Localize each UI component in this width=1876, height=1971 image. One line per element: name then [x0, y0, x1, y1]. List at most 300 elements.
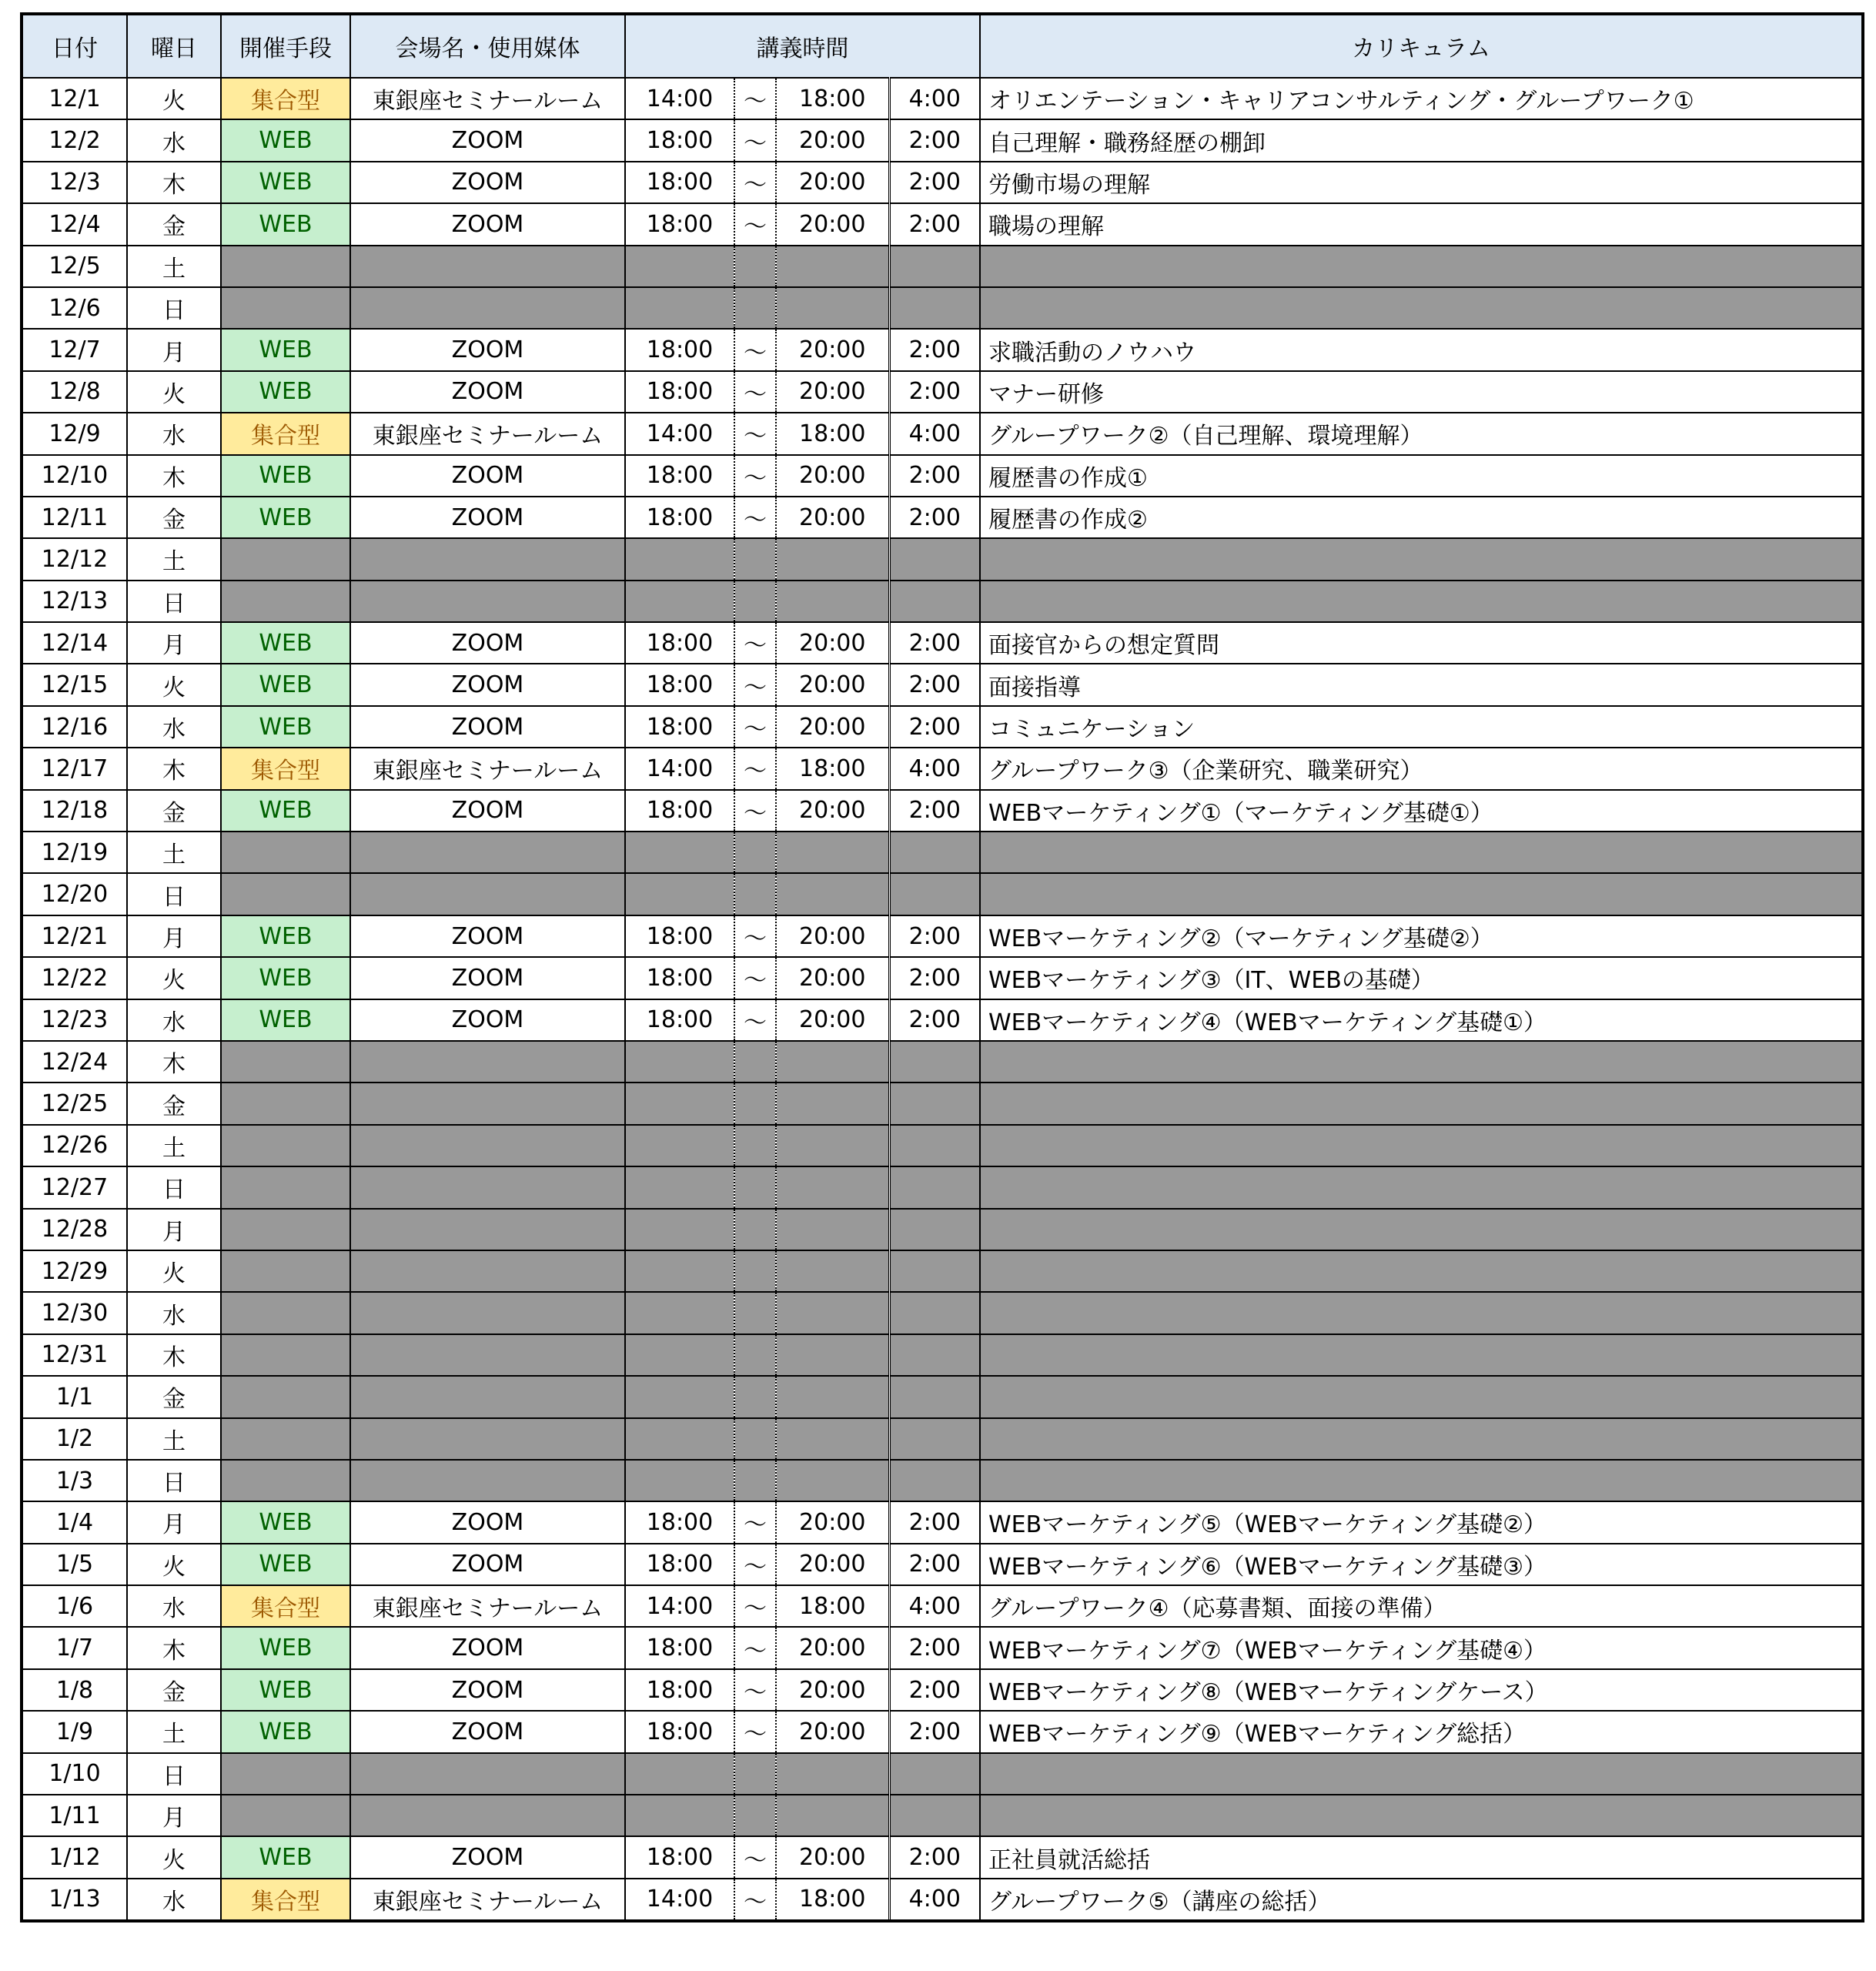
cell-time-separator — [734, 246, 776, 287]
cell-weekday: 木 — [127, 455, 221, 497]
cell-start-time: 18:00 — [625, 1669, 734, 1711]
cell-date: 1/3 — [22, 1460, 127, 1501]
cell-end-time: 20:00 — [776, 915, 889, 957]
cell-time-separator — [734, 1753, 776, 1795]
cell-venue — [350, 538, 625, 580]
cell-venue — [350, 1376, 625, 1417]
cell-duration: 2:00 — [889, 371, 980, 413]
cell-method — [221, 1166, 350, 1208]
cell-method: WEB — [221, 706, 350, 748]
cell-weekday: 月 — [127, 915, 221, 957]
cell-weekday: 木 — [127, 162, 221, 203]
cell-method — [221, 1376, 350, 1417]
cell-start-time: 18:00 — [625, 1627, 734, 1668]
cell-time-separator: ～ — [734, 162, 776, 203]
cell-method: WEB — [221, 162, 350, 203]
cell-venue: ZOOM — [350, 1627, 625, 1668]
cell-method: WEB — [221, 455, 350, 497]
cell-weekday: 水 — [127, 413, 221, 454]
cell-start-time — [625, 1795, 734, 1836]
cell-time-separator: ～ — [734, 119, 776, 161]
cell-curriculum: WEBマーケティング②（マーケティング基礎②） — [980, 915, 1863, 957]
cell-curriculum: 面接官からの想定質問 — [980, 622, 1863, 664]
cell-method: WEB — [221, 957, 350, 999]
cell-end-time — [776, 538, 889, 580]
header-weekday: 曜日 — [127, 14, 221, 78]
table-row — [22, 790, 1863, 832]
cell-start-time: 18:00 — [625, 1544, 734, 1585]
cell-weekday: 水 — [127, 1585, 221, 1627]
cell-time-separator — [734, 1292, 776, 1334]
cell-start-time: 18:00 — [625, 203, 734, 245]
cell-duration: 2:00 — [889, 119, 980, 161]
cell-date: 12/8 — [22, 371, 127, 413]
cell-date: 1/5 — [22, 1544, 127, 1585]
cell-time-separator: ～ — [734, 790, 776, 832]
cell-weekday: 日 — [127, 1753, 221, 1795]
cell-date: 1/10 — [22, 1753, 127, 1795]
cell-end-time — [776, 873, 889, 915]
cell-curriculum: WEBマーケティング⑧（WEBマーケティングケース） — [980, 1669, 1863, 1711]
cell-method: WEB — [221, 999, 350, 1041]
cell-end-time: 20:00 — [776, 664, 889, 705]
cell-date: 1/4 — [22, 1501, 127, 1543]
cell-venue — [350, 873, 625, 915]
cell-weekday: 金 — [127, 1376, 221, 1417]
cell-curriculum — [980, 1083, 1863, 1124]
cell-end-time: 20:00 — [776, 162, 889, 203]
cell-duration — [889, 1334, 980, 1376]
cell-time-separator: ～ — [734, 664, 776, 705]
cell-date: 12/9 — [22, 413, 127, 454]
cell-venue: 東銀座セミナールーム — [350, 1879, 625, 1921]
cell-start-time — [625, 1376, 734, 1417]
cell-date: 12/6 — [22, 287, 127, 329]
cell-weekday: 火 — [127, 1250, 221, 1292]
cell-duration: 4:00 — [889, 1879, 980, 1921]
table-row — [22, 497, 1863, 538]
cell-weekday: 土 — [127, 832, 221, 873]
cell-venue — [350, 246, 625, 287]
cell-venue — [350, 1209, 625, 1250]
cell-method: WEB — [221, 497, 350, 538]
cell-method — [221, 1460, 350, 1501]
cell-curriculum: マナー研修 — [980, 371, 1863, 413]
cell-time-separator — [734, 1418, 776, 1460]
cell-method — [221, 1334, 350, 1376]
cell-method: WEB — [221, 622, 350, 664]
cell-start-time: 18:00 — [625, 664, 734, 705]
table-row — [22, 748, 1863, 789]
cell-venue: ZOOM — [350, 455, 625, 497]
cell-end-time: 20:00 — [776, 497, 889, 538]
cell-weekday: 火 — [127, 957, 221, 999]
table-row — [22, 622, 1863, 664]
cell-weekday: 月 — [127, 1795, 221, 1836]
cell-end-time — [776, 1209, 889, 1250]
cell-weekday: 日 — [127, 287, 221, 329]
cell-weekday: 土 — [127, 1418, 221, 1460]
table-row — [22, 371, 1863, 413]
table-row — [22, 538, 1863, 580]
cell-curriculum — [980, 1125, 1863, 1166]
cell-start-time: 18:00 — [625, 162, 734, 203]
cell-date: 12/14 — [22, 622, 127, 664]
cell-curriculum: 職場の理解 — [980, 203, 1863, 245]
cell-time-separator — [734, 1166, 776, 1208]
cell-duration — [889, 287, 980, 329]
cell-date: 12/27 — [22, 1166, 127, 1208]
cell-date: 12/19 — [22, 832, 127, 873]
cell-duration: 2:00 — [889, 999, 980, 1041]
cell-weekday: 日 — [127, 581, 221, 622]
table-row — [22, 1753, 1863, 1795]
cell-date: 12/15 — [22, 664, 127, 705]
cell-date: 12/3 — [22, 162, 127, 203]
cell-time-separator: ～ — [734, 1544, 776, 1585]
table-row — [22, 1795, 1863, 1836]
header-date: 日付 — [22, 14, 127, 78]
cell-weekday: 日 — [127, 1460, 221, 1501]
cell-curriculum: グループワーク③（企業研究、職業研究） — [980, 748, 1863, 789]
cell-start-time: 18:00 — [625, 915, 734, 957]
cell-weekday: 月 — [127, 329, 221, 370]
cell-start-time — [625, 1250, 734, 1292]
cell-start-time: 18:00 — [625, 119, 734, 161]
cell-date: 12/24 — [22, 1041, 127, 1083]
cell-time-separator: ～ — [734, 999, 776, 1041]
table-row — [22, 1879, 1863, 1921]
cell-curriculum: 自己理解・職務経歴の棚卸 — [980, 119, 1863, 161]
cell-method: WEB — [221, 1627, 350, 1668]
cell-venue — [350, 1795, 625, 1836]
cell-curriculum — [980, 538, 1863, 580]
cell-curriculum — [980, 1795, 1863, 1836]
cell-method: 集合型 — [221, 1585, 350, 1627]
cell-start-time — [625, 1460, 734, 1501]
cell-venue: ZOOM — [350, 1544, 625, 1585]
cell-method: WEB — [221, 329, 350, 370]
cell-start-time: 18:00 — [625, 1711, 734, 1752]
cell-end-time: 20:00 — [776, 1669, 889, 1711]
cell-weekday: 木 — [127, 748, 221, 789]
cell-method: WEB — [221, 1836, 350, 1878]
cell-venue: ZOOM — [350, 497, 625, 538]
cell-duration: 2:00 — [889, 455, 980, 497]
cell-curriculum — [980, 1166, 1863, 1208]
header-row — [22, 14, 1863, 78]
cell-date: 12/28 — [22, 1209, 127, 1250]
cell-curriculum: グループワーク②（自己理解、環境理解） — [980, 413, 1863, 454]
cell-start-time: 18:00 — [625, 497, 734, 538]
cell-venue: ZOOM — [350, 119, 625, 161]
cell-venue: ZOOM — [350, 1711, 625, 1752]
table-row — [22, 246, 1863, 287]
cell-venue — [350, 1083, 625, 1124]
table-row — [22, 1669, 1863, 1711]
cell-venue: ZOOM — [350, 664, 625, 705]
cell-start-time — [625, 246, 734, 287]
cell-date: 12/18 — [22, 790, 127, 832]
table-row — [22, 287, 1863, 329]
cell-curriculum — [980, 1209, 1863, 1250]
cell-method: WEB — [221, 664, 350, 705]
cell-method: 集合型 — [221, 413, 350, 454]
cell-start-time — [625, 538, 734, 580]
cell-duration — [889, 1166, 980, 1208]
cell-end-time: 18:00 — [776, 78, 889, 119]
cell-venue: ZOOM — [350, 329, 625, 370]
cell-duration — [889, 832, 980, 873]
cell-weekday: 木 — [127, 1041, 221, 1083]
table-row — [22, 1585, 1863, 1627]
table-row — [22, 455, 1863, 497]
cell-duration: 2:00 — [889, 790, 980, 832]
cell-curriculum: 履歴書の作成① — [980, 455, 1863, 497]
cell-weekday: 火 — [127, 371, 221, 413]
cell-weekday: 月 — [127, 622, 221, 664]
cell-method — [221, 1292, 350, 1334]
cell-curriculum — [980, 1418, 1863, 1460]
cell-curriculum: 面接指導 — [980, 664, 1863, 705]
cell-curriculum: 履歴書の作成② — [980, 497, 1863, 538]
cell-end-time — [776, 1334, 889, 1376]
cell-time-separator — [734, 832, 776, 873]
table-row — [22, 1209, 1863, 1250]
cell-method — [221, 1795, 350, 1836]
cell-curriculum: WEBマーケティング③（IT、WEBの基礎） — [980, 957, 1863, 999]
cell-date: 12/12 — [22, 538, 127, 580]
cell-end-time — [776, 1041, 889, 1083]
cell-curriculum: オリエンテーション・キャリアコンサルティング・グループワーク① — [980, 78, 1863, 119]
cell-duration — [889, 1292, 980, 1334]
cell-weekday: 金 — [127, 790, 221, 832]
cell-venue — [350, 1418, 625, 1460]
cell-time-separator: ～ — [734, 1879, 776, 1921]
cell-date: 12/31 — [22, 1334, 127, 1376]
cell-venue: ZOOM — [350, 622, 625, 664]
cell-date: 1/11 — [22, 1795, 127, 1836]
cell-end-time: 20:00 — [776, 1544, 889, 1585]
cell-duration — [889, 1125, 980, 1166]
cell-weekday: 水 — [127, 999, 221, 1041]
cell-venue: ZOOM — [350, 790, 625, 832]
cell-curriculum — [980, 832, 1863, 873]
cell-time-separator — [734, 1250, 776, 1292]
cell-curriculum: 労働市場の理解 — [980, 162, 1863, 203]
table-row — [22, 832, 1863, 873]
cell-end-time — [776, 1083, 889, 1124]
cell-date: 12/26 — [22, 1125, 127, 1166]
cell-venue: ZOOM — [350, 1501, 625, 1543]
cell-start-time — [625, 1166, 734, 1208]
cell-start-time: 18:00 — [625, 706, 734, 748]
cell-method — [221, 832, 350, 873]
cell-end-time — [776, 246, 889, 287]
cell-duration: 2:00 — [889, 957, 980, 999]
cell-start-time: 18:00 — [625, 371, 734, 413]
cell-time-separator: ～ — [734, 78, 776, 119]
cell-time-separator: ～ — [734, 329, 776, 370]
cell-duration: 2:00 — [889, 203, 980, 245]
cell-weekday: 水 — [127, 1292, 221, 1334]
table-row — [22, 873, 1863, 915]
cell-time-separator: ～ — [734, 1711, 776, 1752]
cell-weekday: 木 — [127, 1627, 221, 1668]
cell-date: 1/12 — [22, 1836, 127, 1878]
cell-weekday: 金 — [127, 203, 221, 245]
table-row — [22, 706, 1863, 748]
cell-end-time: 20:00 — [776, 1836, 889, 1878]
cell-end-time: 20:00 — [776, 455, 889, 497]
cell-weekday: 金 — [127, 1669, 221, 1711]
cell-start-time — [625, 1753, 734, 1795]
cell-curriculum: WEBマーケティング①（マーケティング基礎①） — [980, 790, 1863, 832]
table-row — [22, 1083, 1863, 1124]
cell-duration: 4:00 — [889, 78, 980, 119]
cell-duration: 4:00 — [889, 1585, 980, 1627]
cell-duration: 2:00 — [889, 706, 980, 748]
cell-duration: 2:00 — [889, 1544, 980, 1585]
cell-end-time — [776, 1460, 889, 1501]
table-row — [22, 162, 1863, 203]
cell-date: 12/11 — [22, 497, 127, 538]
cell-curriculum — [980, 581, 1863, 622]
cell-venue: 東銀座セミナールーム — [350, 78, 625, 119]
cell-duration — [889, 538, 980, 580]
cell-time-separator: ～ — [734, 1627, 776, 1668]
cell-time-separator: ～ — [734, 748, 776, 789]
cell-method: 集合型 — [221, 78, 350, 119]
table-row — [22, 1627, 1863, 1668]
cell-time-separator — [734, 1460, 776, 1501]
cell-end-time — [776, 1250, 889, 1292]
cell-time-separator — [734, 581, 776, 622]
cell-start-time — [625, 1125, 734, 1166]
cell-method: WEB — [221, 1544, 350, 1585]
table-row — [22, 1125, 1863, 1166]
cell-weekday: 水 — [127, 1879, 221, 1921]
cell-time-separator: ～ — [734, 371, 776, 413]
cell-duration — [889, 246, 980, 287]
cell-duration: 4:00 — [889, 413, 980, 454]
cell-method: WEB — [221, 371, 350, 413]
cell-date: 1/9 — [22, 1711, 127, 1752]
cell-duration — [889, 1083, 980, 1124]
table-row — [22, 1501, 1863, 1543]
table-row — [22, 915, 1863, 957]
cell-curriculum — [980, 1753, 1863, 1795]
cell-end-time — [776, 832, 889, 873]
cell-start-time: 18:00 — [625, 957, 734, 999]
cell-venue: 東銀座セミナールーム — [350, 1585, 625, 1627]
cell-curriculum: WEBマーケティング⑥（WEBマーケティング基礎③） — [980, 1544, 1863, 1585]
cell-date: 12/30 — [22, 1292, 127, 1334]
cell-weekday: 火 — [127, 78, 221, 119]
cell-curriculum — [980, 1460, 1863, 1501]
cell-end-time — [776, 287, 889, 329]
table-row — [22, 1711, 1863, 1752]
cell-time-separator — [734, 538, 776, 580]
cell-date: 12/17 — [22, 748, 127, 789]
cell-time-separator — [734, 1795, 776, 1836]
cell-weekday: 日 — [127, 873, 221, 915]
cell-end-time: 20:00 — [776, 371, 889, 413]
cell-date: 12/21 — [22, 915, 127, 957]
cell-date: 1/6 — [22, 1585, 127, 1627]
cell-venue — [350, 1250, 625, 1292]
cell-venue — [350, 1753, 625, 1795]
cell-time-separator: ～ — [734, 1669, 776, 1711]
cell-start-time: 14:00 — [625, 748, 734, 789]
cell-time-separator: ～ — [734, 1836, 776, 1878]
cell-method: WEB — [221, 119, 350, 161]
cell-end-time: 18:00 — [776, 1879, 889, 1921]
cell-venue — [350, 1041, 625, 1083]
cell-end-time: 20:00 — [776, 1711, 889, 1752]
cell-start-time: 18:00 — [625, 790, 734, 832]
cell-end-time: 20:00 — [776, 622, 889, 664]
cell-time-separator — [734, 1125, 776, 1166]
cell-curriculum — [980, 246, 1863, 287]
cell-method — [221, 246, 350, 287]
cell-curriculum — [980, 873, 1863, 915]
cell-curriculum — [980, 1292, 1863, 1334]
cell-weekday: 土 — [127, 246, 221, 287]
cell-method: 集合型 — [221, 748, 350, 789]
table-row — [22, 203, 1863, 245]
cell-method: WEB — [221, 203, 350, 245]
cell-duration — [889, 1209, 980, 1250]
cell-curriculum: 正社員就活総括 — [980, 1836, 1863, 1878]
cell-venue: ZOOM — [350, 371, 625, 413]
table-row — [22, 581, 1863, 622]
cell-venue: ZOOM — [350, 162, 625, 203]
header-curriculum: カリキュラム — [980, 14, 1863, 78]
cell-start-time: 14:00 — [625, 1585, 734, 1627]
cell-end-time: 20:00 — [776, 790, 889, 832]
cell-start-time: 18:00 — [625, 622, 734, 664]
header-lecture-time: 講義時間 — [625, 14, 980, 78]
cell-end-time — [776, 1418, 889, 1460]
cell-date: 1/13 — [22, 1879, 127, 1921]
cell-duration: 2:00 — [889, 162, 980, 203]
cell-end-time: 20:00 — [776, 203, 889, 245]
cell-duration: 2:00 — [889, 622, 980, 664]
cell-weekday: 火 — [127, 1544, 221, 1585]
cell-time-separator — [734, 1083, 776, 1124]
cell-duration: 2:00 — [889, 1669, 980, 1711]
cell-weekday: 火 — [127, 664, 221, 705]
table-row — [22, 999, 1863, 1041]
cell-end-time: 20:00 — [776, 957, 889, 999]
cell-end-time — [776, 1753, 889, 1795]
cell-end-time: 18:00 — [776, 748, 889, 789]
cell-method — [221, 287, 350, 329]
cell-weekday: 金 — [127, 497, 221, 538]
cell-weekday: 水 — [127, 706, 221, 748]
cell-method — [221, 1125, 350, 1166]
table-row — [22, 119, 1863, 161]
cell-duration — [889, 1460, 980, 1501]
cell-start-time — [625, 873, 734, 915]
table-row — [22, 957, 1863, 999]
cell-start-time — [625, 1041, 734, 1083]
cell-weekday: 水 — [127, 119, 221, 161]
cell-curriculum — [980, 287, 1863, 329]
cell-time-separator — [734, 287, 776, 329]
cell-duration — [889, 1376, 980, 1417]
